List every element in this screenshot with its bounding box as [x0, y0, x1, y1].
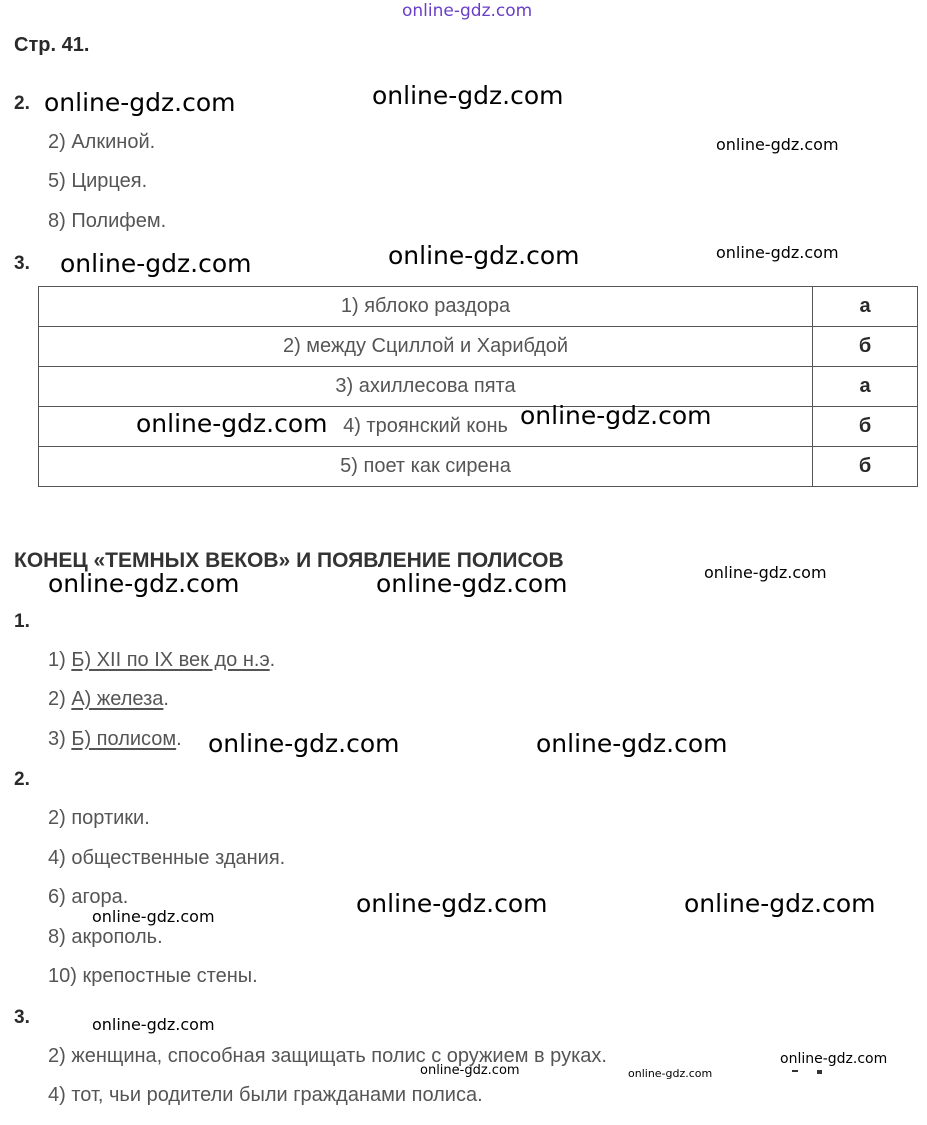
list-item	[48, 688, 169, 711]
watermark: online-gdz.com	[92, 907, 215, 926]
watermark-top: online-gdz.com	[402, 1, 533, 21]
watermark: online-gdz.com	[356, 889, 548, 918]
list-item: 2) женщина, способная защищать полис с оружием в руках.	[48, 1045, 607, 1067]
task-3-number: 3.	[14, 253, 30, 274]
list-item	[48, 649, 275, 672]
underlined-answer: Б) полисом	[71, 728, 177, 750]
item-suffix: .	[163, 688, 169, 710]
item-prefix: 1)	[48, 649, 72, 671]
table-row	[39, 367, 918, 407]
answer-cell: б	[813, 407, 918, 447]
list-item: 8) Полифем.	[48, 210, 167, 232]
task-2-number: 2.	[14, 93, 30, 114]
list-item: 2) портики.	[48, 807, 150, 829]
watermark: online-gdz.com	[376, 569, 568, 598]
watermark: online-gdz.com	[628, 1067, 713, 1080]
list-item: 8) акрополь.	[48, 926, 163, 948]
watermark: online-gdz.com	[208, 729, 400, 758]
phrase-answer-table	[38, 286, 918, 487]
table-row	[39, 287, 918, 327]
stray-mark	[792, 1070, 798, 1072]
list-item	[48, 728, 182, 751]
underlined-answer: Б) XII по IX век до н.э	[71, 649, 270, 671]
answer-cell: б	[813, 327, 918, 367]
section-task-1-number: 1.	[14, 611, 30, 632]
answer-cell: а	[813, 287, 918, 327]
list-item: 5) Цирцея.	[48, 170, 148, 192]
table-row	[39, 447, 918, 487]
watermark: online-gdz.com	[372, 81, 564, 110]
section-title: КОНЕЦ «ТЕМНЫХ ВЕКОВ» И ПОЯВЛЕНИЕ ПОЛИСОВ	[14, 549, 564, 572]
phrase-cell: 5) поет как сирена	[39, 447, 813, 487]
phrase-cell: 1) яблоко раздора	[39, 287, 813, 327]
watermark: online-gdz.com	[48, 569, 240, 598]
underlined-answer: А) железа	[71, 688, 164, 710]
watermark: online-gdz.com	[780, 1051, 888, 1067]
phrase-cell: 2) между Сциллой и Харибдой	[39, 327, 813, 367]
section-task-2-number: 2.	[14, 769, 30, 790]
watermark: online-gdz.com	[388, 241, 580, 270]
phrase-cell: 4) троянский конь	[39, 407, 813, 447]
list-item: 10) крепостные стены.	[48, 965, 258, 987]
page-header: Стр. 41.	[14, 34, 90, 56]
answer-cell: б	[813, 447, 918, 487]
phrase-cell: 3) ахиллесова пята	[39, 367, 813, 407]
answer-cell: а	[813, 367, 918, 407]
list-item: 2) Алкиной.	[48, 131, 156, 153]
list-item: 4) тот, чьи родители были гражданами полиса.	[48, 1084, 483, 1106]
item-suffix: .	[176, 728, 182, 750]
watermark: online-gdz.com	[44, 88, 236, 117]
watermark: online-gdz.com	[684, 889, 876, 918]
section-task-3-number: 3.	[14, 1007, 30, 1028]
watermark: online-gdz.com	[704, 563, 827, 582]
table-row	[39, 327, 918, 367]
item-prefix: 3)	[48, 728, 72, 750]
watermark: online-gdz.com	[60, 249, 252, 278]
stray-mark	[817, 1070, 822, 1074]
item-suffix: .	[269, 649, 276, 671]
watermark: online-gdz.com	[716, 243, 839, 262]
item-prefix: 2)	[48, 688, 72, 710]
list-item: 6) агора.	[48, 886, 129, 908]
watermark: online-gdz.com	[536, 729, 728, 758]
watermark: online-gdz.com	[136, 409, 328, 438]
list-item: 4) общественные здания.	[48, 847, 286, 869]
watermark: online-gdz.com	[716, 135, 839, 154]
watermark: online-gdz.com	[420, 1063, 520, 1078]
watermark: online-gdz.com	[520, 401, 712, 430]
watermark: online-gdz.com	[92, 1015, 215, 1034]
